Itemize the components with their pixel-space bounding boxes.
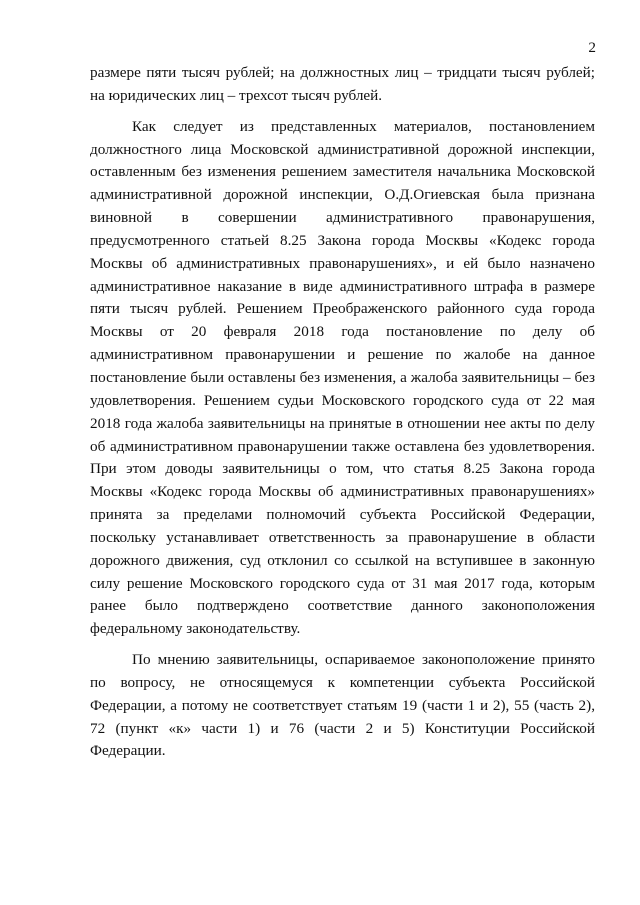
paragraph-applicant-opinion: По мнению заявительницы, оспариваемое законоположение принято по вопросу, не относящемуся к компетенции субъекта Российской Федерации, а потому не соответствует статьям 19 (части 1 и 2), 55 (часть 2), 72 (пункт «к» части 1) и 76 (части 2 и 5) Конституции Российской Федерации.: [90, 651, 595, 760]
page-number: 2: [588, 39, 596, 56]
document-body: [90, 62, 595, 763]
paragraph-case-materials: Как следует из представленных материалов, постановлением должностного лица Московской административной дорожной инспекции, оставленным без изменения решением заместителя начальника Московской административной дорожной инспекции, О.Д.Огиевская была признана виновной в совершении административного правонарушения, предусмотренного статьей 8.25 Закона города Москвы «Кодекс города Москвы об административных правонарушениях», и ей было назначено административное наказание в виде административного штрафа в размере пяти тысяч рублей. Решением Преображенского районного суда города Москвы от 20 февраля 2018 года постановление по делу об административном правонарушении и решение по жалобе на данное постановление были оставлены без изменения, а жалоба заявительницы – без удовлетворения. Решением судьи Московского городского суда от 22 мая 2018 года жалоба заявительницы на принятые в отношении нее акты по делу об административном правонарушении также оставлена без удовлетворения. При этом доводы заявительницы о том, что статья 8.25 Закона города Москвы «Кодекс города Москвы об административных правонарушениях» принята за пределами полномочий субъекта Российской Федерации, поскольку устанавливает ответственность за правонарушение в области дорожного движения, суд отклонил со ссылкой на вступившее в законную силу решение Московского городского суда от 31 мая 2017 года, которым ранее было подтверждено соответствие данного законоположения федеральному законодательству.: [90, 117, 595, 638]
paragraph-gap: [90, 641, 595, 649]
paragraph-gap: [90, 108, 595, 116]
paragraph-continuation: размере пяти тысяч рублей; на должностных лиц – тридцати тысяч рублей; на юридических лиц – трехсот тысяч рублей.: [90, 64, 595, 104]
